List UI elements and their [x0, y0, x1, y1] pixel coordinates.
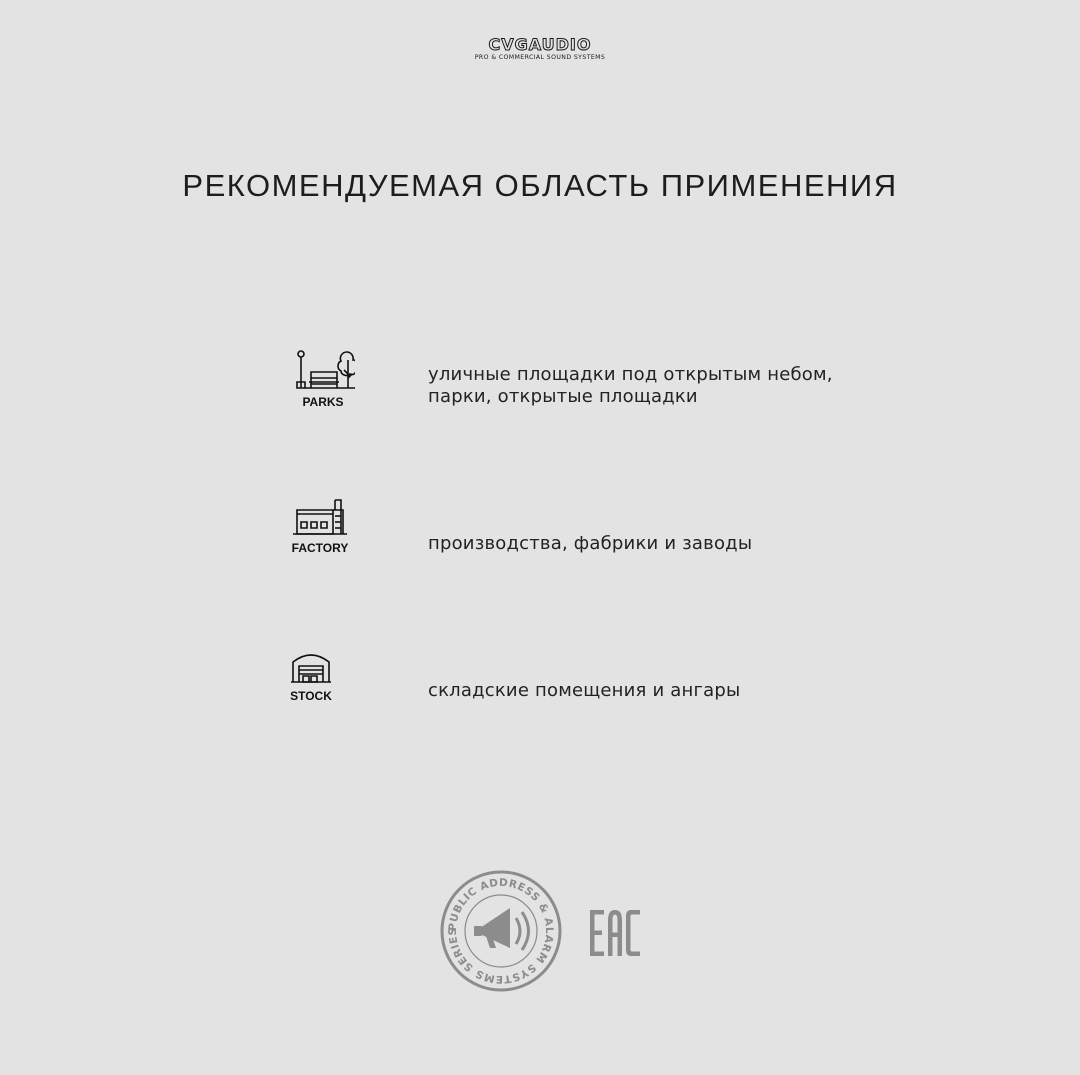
- parks-description: [428, 364, 833, 408]
- factory-icon-block: [288, 496, 352, 555]
- parks-description-line-1: уличные площадки под открытым небом,: [428, 364, 833, 385]
- parks-label: PARKS: [302, 395, 344, 409]
- brand-tagline: PRO & COMMERCIAL SOUND SYSTEMS: [474, 54, 606, 61]
- factory-icon: [289, 496, 351, 536]
- badge-text: PUBLIC ADDRESS & ALARM SYSTEMS SERIES: [446, 876, 556, 986]
- parks-icon-block: [288, 348, 358, 409]
- factory-description-line-1: производства, фабрики и заводы: [428, 533, 753, 554]
- stock-description: [428, 680, 740, 702]
- factory-label: FACTORY: [291, 541, 349, 555]
- public-address-badge: [440, 870, 562, 992]
- park-bench-tree-icon: [291, 348, 355, 390]
- cvg-audio-logo: [450, 36, 630, 62]
- stock-description-line-1: складские помещения и ангары: [428, 680, 741, 701]
- brand-name: CVGAUDIO: [488, 36, 592, 54]
- stock-icon-block: [285, 650, 337, 703]
- parks-description-line-2: парки, открытые площадки: [428, 386, 698, 407]
- warehouse-icon: [289, 650, 333, 684]
- page-title: РЕКОМЕНДУЕМАЯ ОБЛАСТЬ ПРИМЕНЕНИЯ: [182, 168, 898, 203]
- stock-label: STOCK: [290, 689, 332, 703]
- eac-certification-icon: [588, 906, 642, 960]
- factory-description: [428, 533, 752, 555]
- eac-mark-text: EAC: [588, 906, 590, 907]
